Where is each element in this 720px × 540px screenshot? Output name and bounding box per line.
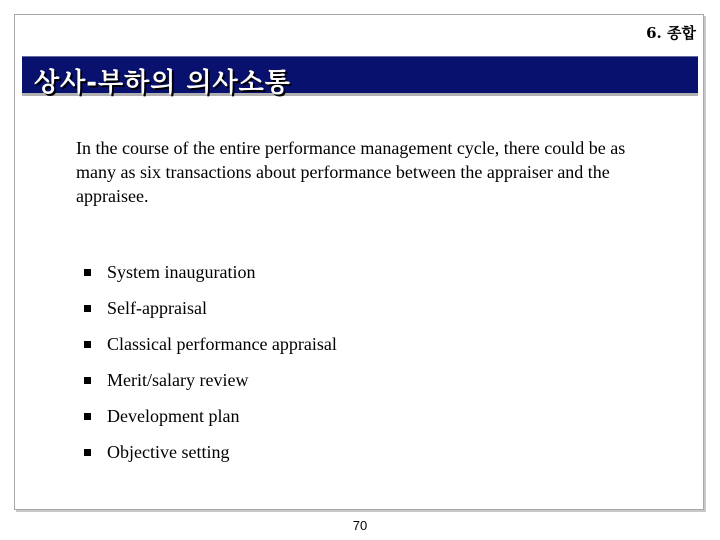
- list-item: [84, 434, 337, 470]
- title-bar: [22, 56, 698, 96]
- section-label: 6. 종합: [646, 24, 696, 42]
- list-item-text: Self-appraisal: [107, 297, 207, 318]
- list-item: [84, 398, 337, 434]
- list-item: [84, 290, 337, 326]
- bullet-list: [84, 254, 337, 470]
- list-item-text: Merit/salary review: [107, 369, 249, 390]
- list-item: [84, 362, 337, 398]
- square-bullet-icon: [84, 377, 91, 384]
- square-bullet-icon: [84, 449, 91, 456]
- square-bullet-icon: [84, 269, 91, 276]
- list-item: [84, 254, 337, 290]
- list-item-text: Development plan: [107, 405, 240, 426]
- list-item-text: Objective setting: [107, 441, 230, 462]
- square-bullet-icon: [84, 341, 91, 348]
- intro-paragraph: In the course of the entire performance management cycle, there could be as many as six transactions about performance between the appraiser and the appraisee.: [76, 138, 626, 206]
- list-item-text: System inauguration: [107, 261, 256, 282]
- square-bullet-icon: [84, 305, 91, 312]
- list-item: [84, 326, 337, 362]
- page-number: 70: [352, 518, 368, 533]
- square-bullet-icon: [84, 413, 91, 420]
- list-item-text: Classical performance appraisal: [107, 333, 337, 354]
- slide-title: 상사-부하의 의사소통: [34, 68, 291, 98]
